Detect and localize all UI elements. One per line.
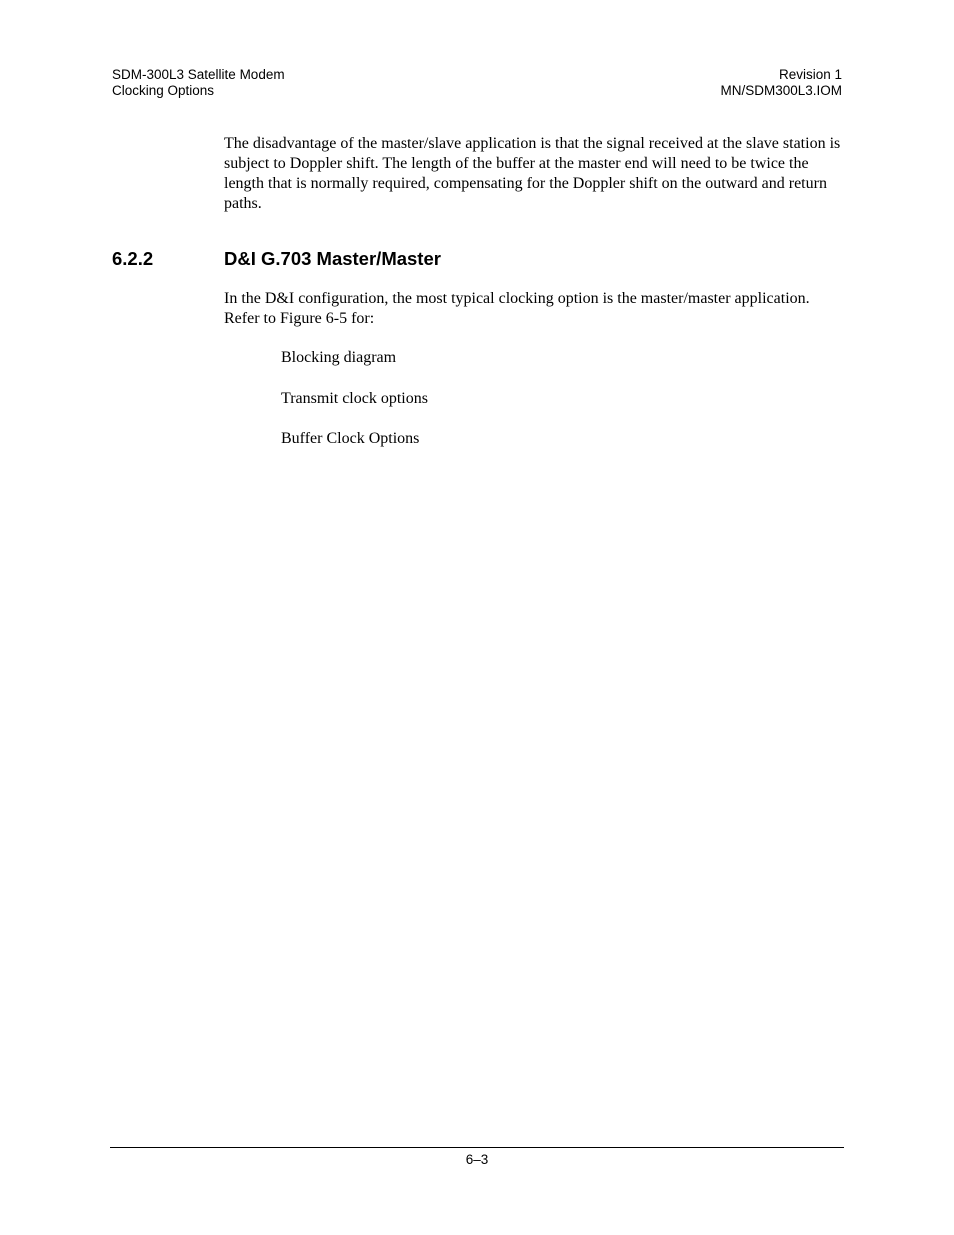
chapter-title: Clocking Options [112, 83, 215, 98]
paragraph-doppler: The disadvantage of the master/slave application is that the signal received at the slave station is subject to Doppler shift. The length of the buffer at the master end will need to be twice the length that is normally required, compensating for the Doppler shift on the outward and return paths. [224, 135, 841, 212]
list-item: Buffer Clock Options [281, 430, 420, 447]
document-number: MN/SDM300L3.IOM [720, 83, 842, 98]
header-left [112, 67, 285, 99]
paragraph-configuration: In the D&I configuration, the most typical clocking option is the master/master application. Refer to Figure 6-5 for: [224, 290, 810, 327]
section-number: 6.2.2 [112, 248, 154, 269]
revision-label: Revision 1 [778, 67, 842, 82]
section-title: D&I G.703 Master/Master [224, 248, 441, 269]
section-heading [112, 248, 441, 270]
page-number: 6–3 [465, 1152, 489, 1167]
document-title: SDM-300L3 Satellite Modem [112, 67, 285, 82]
list-item: Transmit clock options [281, 389, 428, 407]
header-right [720, 67, 842, 99]
figure-reference-list [281, 348, 428, 470]
footer-divider [110, 1147, 844, 1148]
list-item: Blocking diagram [281, 349, 397, 366]
